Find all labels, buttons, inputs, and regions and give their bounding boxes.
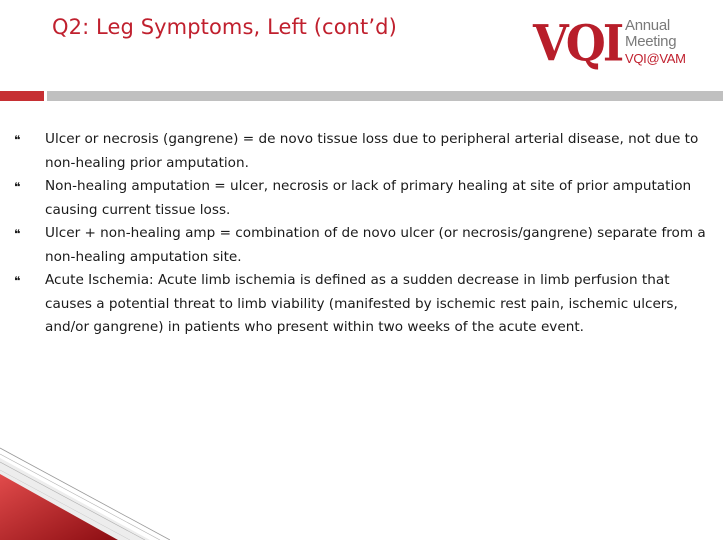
bullet-item xyxy=(14,222,714,269)
bullet-icon: ❝ xyxy=(14,180,21,194)
separator-bar xyxy=(47,91,723,101)
bullet-text: Acute Ischemia: Acute limb ischemia is defined as a sudden decrease in limb perfusion that causes a potential threat to limb viability (manifested by ischemic rest pain, ischemic ulcers, and/or gangrene) in patients who present within two weeks of the acute event. xyxy=(45,272,678,335)
corner-swoosh-decoration xyxy=(0,430,170,540)
logo-brand: VQI xyxy=(533,13,622,73)
bullet-icon: ❝ xyxy=(14,133,21,147)
logo-line-meeting: Meeting xyxy=(625,33,677,50)
separator-accent xyxy=(0,91,44,101)
bullet-text: Ulcer or necrosis (gangrene) = de novo tissue loss due to peripheral arterial disease, not due to non-healing prior amputation. xyxy=(45,131,699,171)
slide-title: Q2: Leg Symptoms, Left (cont’d) xyxy=(52,15,397,39)
bullet-item xyxy=(14,175,714,222)
bullet-icon: ❝ xyxy=(14,274,21,288)
bullet-list xyxy=(14,128,714,340)
bullet-text: Ulcer + non-healing amp = combination of de novo ulcer (or necrosis/gangrene) separate from a non-healing amputation site. xyxy=(45,225,706,265)
vqi-logo xyxy=(533,13,693,74)
bullet-item xyxy=(14,269,714,340)
bullet-text: Non-healing amputation = ulcer, necrosis or lack of primary healing at site of prior amputation causing current tissue loss. xyxy=(45,178,692,218)
logo-line-annual: Annual xyxy=(625,17,670,34)
bullet-item xyxy=(14,128,714,175)
bullet-icon: ❝ xyxy=(14,227,21,241)
logo-line-vam: VQI@VAM xyxy=(625,51,686,66)
